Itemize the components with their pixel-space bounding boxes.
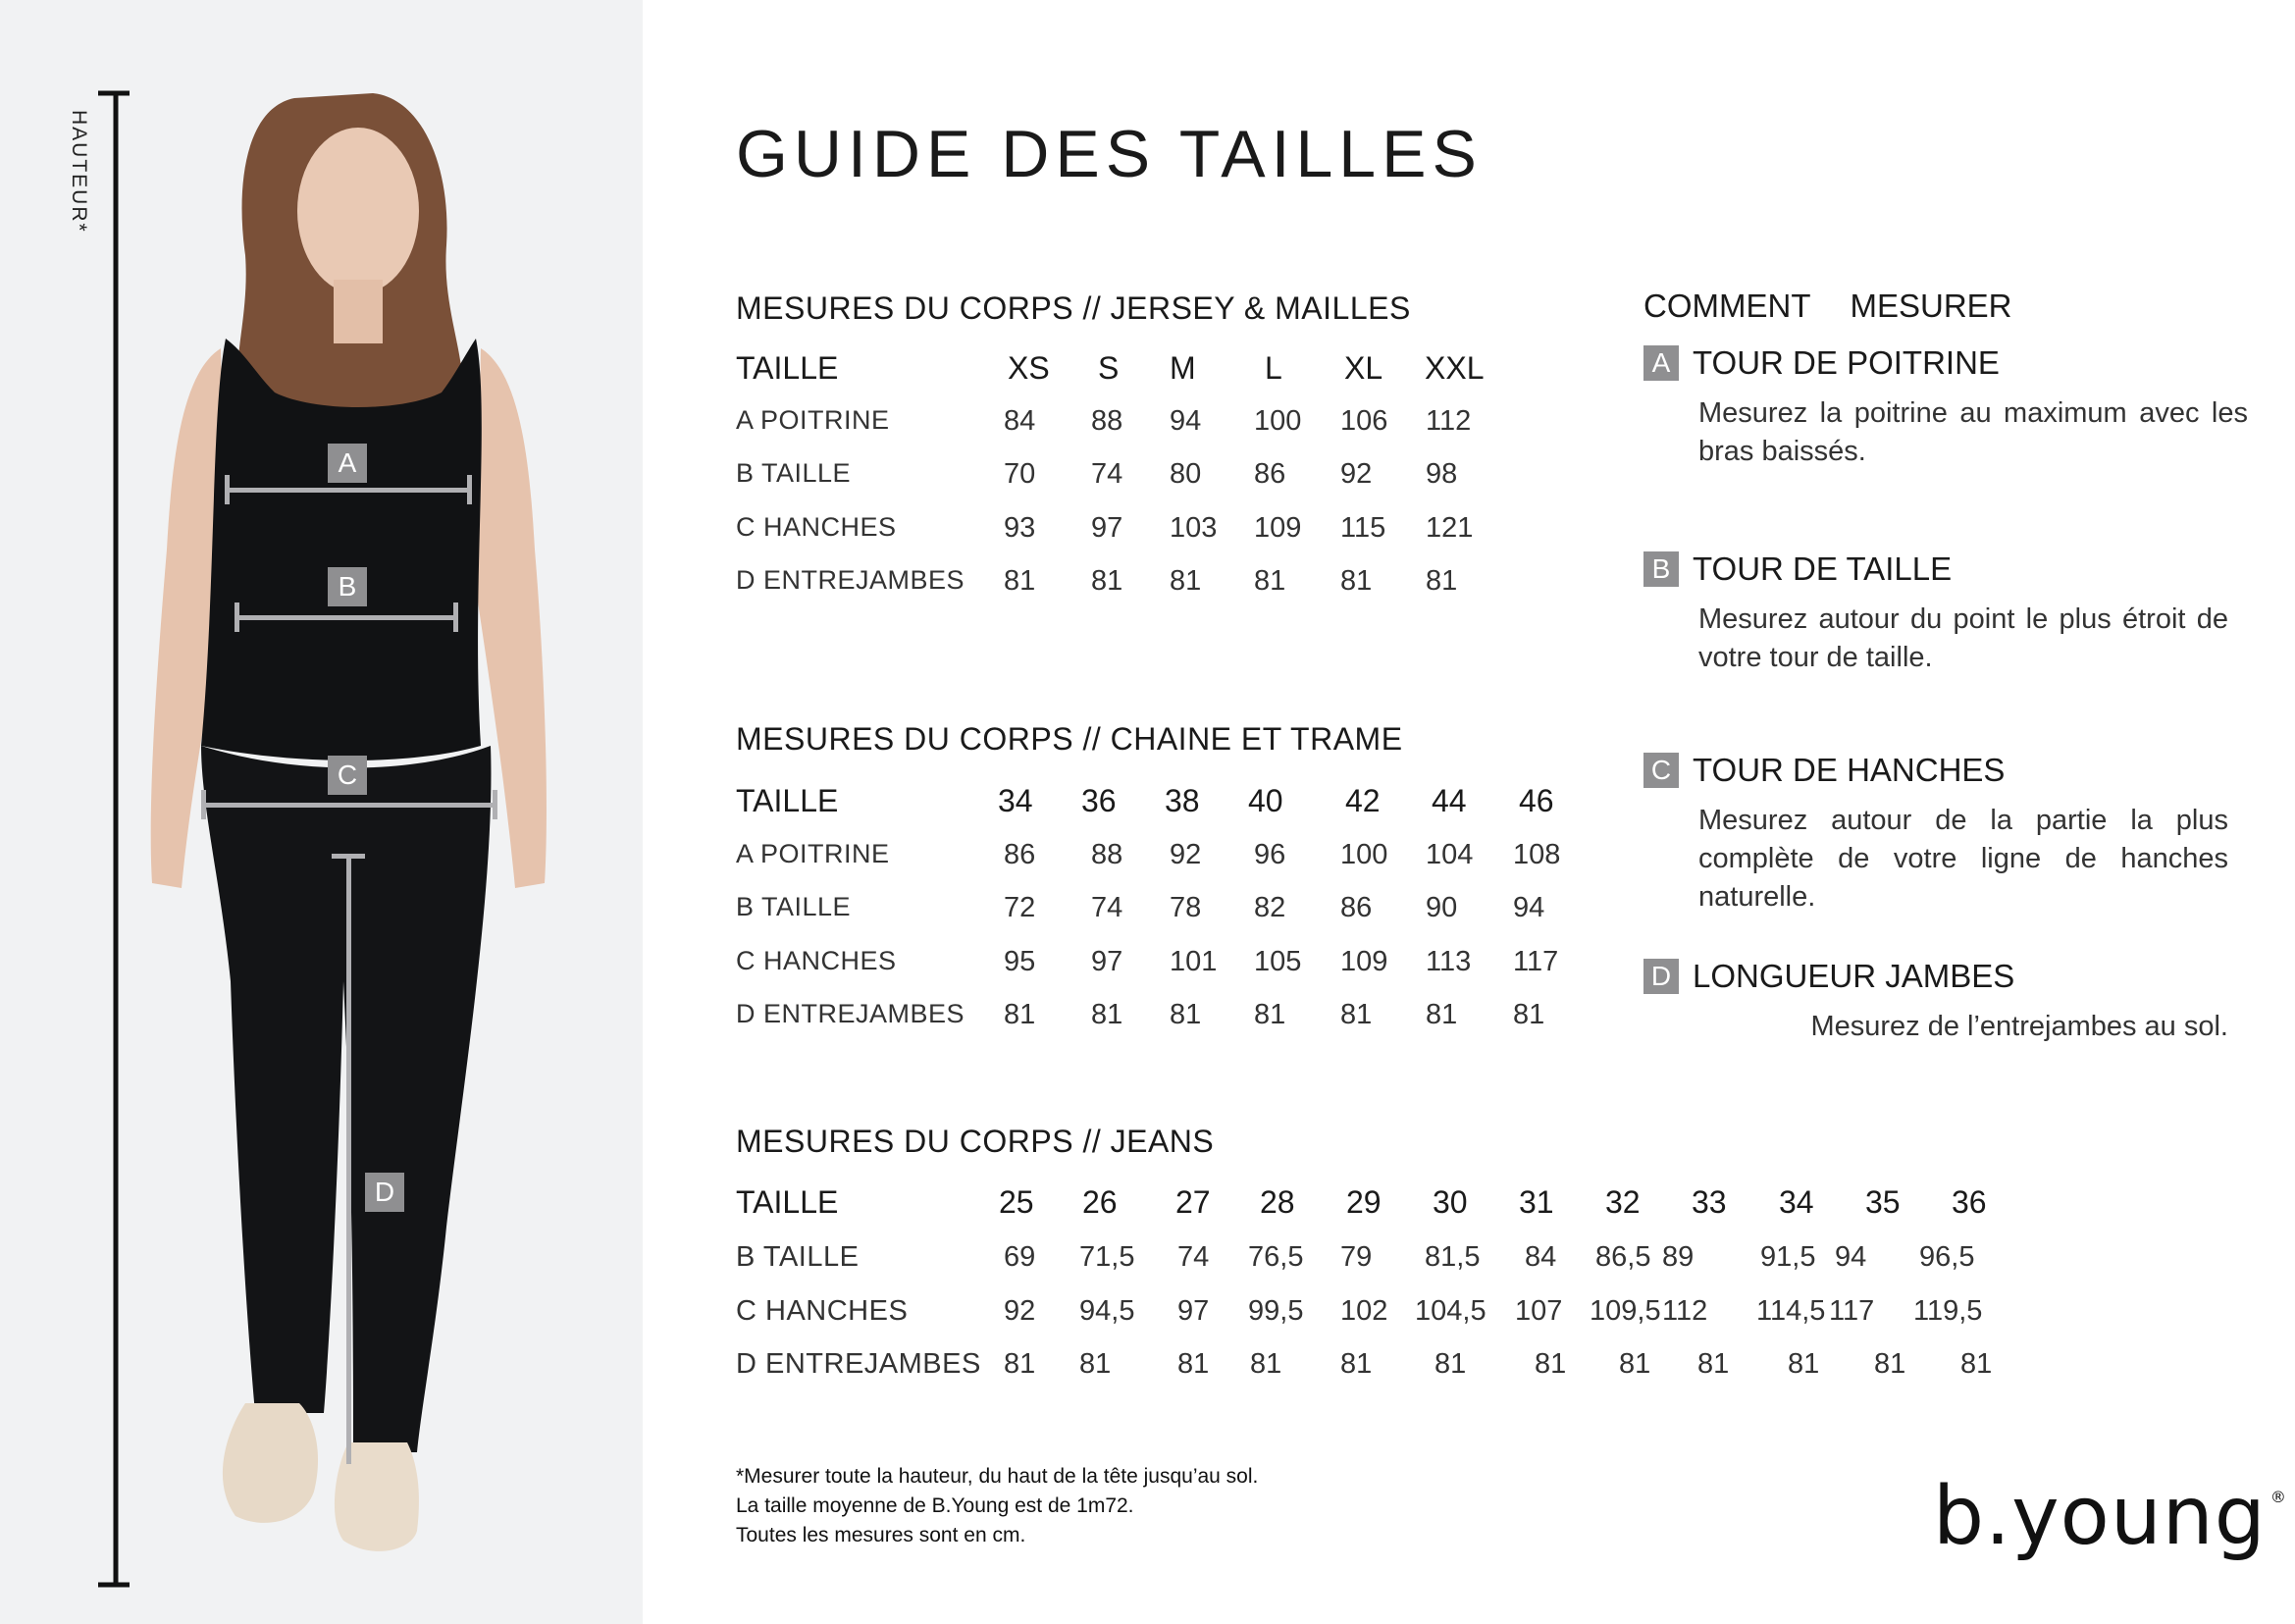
cell: 89 <box>1662 1241 1695 1273</box>
cell: 81 <box>1426 999 1458 1030</box>
cell: 98 <box>1426 458 1458 490</box>
header-cell: 33 <box>1692 1184 1727 1220</box>
header-cell: 38 <box>1165 783 1200 818</box>
header-cell: 29 <box>1346 1184 1382 1220</box>
cell: 92 <box>1340 458 1373 490</box>
cell: 96,5 <box>1919 1241 1975 1273</box>
row-label: C HANCHES <box>736 512 897 542</box>
cell: 81 <box>1340 1348 1373 1380</box>
cell: 81 <box>1434 1348 1467 1380</box>
cell: 86 <box>1340 892 1373 923</box>
header-cell: 32 <box>1605 1184 1641 1220</box>
cell: 81 <box>1004 565 1036 597</box>
cell: 81 <box>1788 1348 1820 1380</box>
cell: 109 <box>1254 512 1302 544</box>
cell: 74 <box>1091 892 1123 923</box>
row-label: C HANCHES <box>736 946 897 975</box>
bust-measure-line <box>226 488 471 493</box>
cell: 108 <box>1513 839 1561 870</box>
cell: 70 <box>1004 458 1036 490</box>
how-item-text: Mesurez de l’entrejambes au sol. <box>1810 1011 2228 1042</box>
cell: 101 <box>1170 946 1218 977</box>
header-cell: 34 <box>1779 1184 1814 1220</box>
cell: 115 <box>1340 512 1386 544</box>
badge-c: C <box>1643 753 1679 788</box>
header-cell: 28 <box>1260 1184 1295 1220</box>
row-label: B TAILLE <box>736 458 852 488</box>
cell: 92 <box>1004 1295 1036 1327</box>
cell: 84 <box>1525 1241 1557 1273</box>
header-cell: 34 <box>998 783 1033 818</box>
cell: 117 <box>1513 946 1559 977</box>
header-cell: TAILLE <box>736 350 839 386</box>
cell: 81 <box>1004 999 1036 1030</box>
how-item-bust <box>1643 343 2248 471</box>
bust-tick-left <box>225 475 230 504</box>
how-item-heading: LONGUEUR JAMBES <box>1693 958 2015 994</box>
cell: 74 <box>1177 1241 1210 1273</box>
registered-mark: ® <box>2269 1488 2287 1506</box>
footnote <box>736 1462 1258 1550</box>
row-label: B TAILLE <box>736 892 852 921</box>
brand-logo <box>1933 1470 2287 1563</box>
cell: 81 <box>1340 565 1373 597</box>
header-cell: 26 <box>1082 1184 1118 1220</box>
how-to-measure-title <box>1643 288 2012 325</box>
cell: 99,5 <box>1248 1295 1304 1327</box>
hips-tick-right <box>493 790 497 819</box>
cell: 81 <box>1619 1348 1651 1380</box>
cell: 103 <box>1170 512 1218 544</box>
cell: 100 <box>1254 405 1302 437</box>
how-item-text: Mesurez la poitrine au maximum avec les bras baissés. <box>1698 397 2248 467</box>
bust-tick-right <box>467 475 472 504</box>
header-cell: 42 <box>1345 783 1381 818</box>
cell: 86,5 <box>1595 1241 1651 1273</box>
row-label: C HANCHES <box>736 1295 909 1327</box>
cell: 86 <box>1254 458 1286 490</box>
how-item-hips <box>1643 751 2232 917</box>
cell: 91,5 <box>1760 1241 1816 1273</box>
waist-tick-left <box>235 602 239 632</box>
footnote-line: La taille moyenne de B.Young est de 1m72. <box>736 1494 1134 1517</box>
footnote-line: *Mesurer toute la hauteur, du haut de la tête jusqu’au sol. <box>736 1465 1259 1488</box>
model-photo <box>0 0 643 1624</box>
marker-b: B <box>328 567 367 606</box>
cell: 71,5 <box>1079 1241 1135 1273</box>
cell: 84 <box>1004 405 1036 437</box>
how-item-waist <box>1643 550 2232 677</box>
cell: 81 <box>1170 565 1202 597</box>
cell: 106 <box>1340 405 1388 437</box>
cell: 114,5 <box>1756 1295 1826 1327</box>
cell: 81 <box>1004 1348 1036 1380</box>
cell: 104,5 <box>1415 1295 1487 1327</box>
cell: 94 <box>1513 892 1545 923</box>
how-title-part-1: COMMENT <box>1643 288 1811 324</box>
hips-measure-line <box>202 803 496 808</box>
cell: 81 <box>1874 1348 1906 1380</box>
cell: 81 <box>1426 565 1458 597</box>
hips-tick-left <box>201 790 206 819</box>
cell: 81 <box>1535 1348 1567 1380</box>
page-title: GUIDE DES TAILLES <box>736 117 1483 191</box>
badge-a: A <box>1643 345 1679 381</box>
cell: 88 <box>1091 839 1123 870</box>
header-cell: 40 <box>1248 783 1283 818</box>
cell: 90 <box>1426 892 1458 923</box>
marker-a: A <box>328 444 367 483</box>
marker-d: D <box>365 1173 404 1212</box>
cell: 86 <box>1004 839 1036 870</box>
cell: 72 <box>1004 892 1036 923</box>
cell: 112 <box>1426 405 1472 437</box>
cell: 81 <box>1513 999 1545 1030</box>
cell: 81 <box>1254 999 1286 1030</box>
header-cell: XXL <box>1425 350 1485 386</box>
header-cell: 36 <box>1952 1184 1987 1220</box>
cell: 81 <box>1697 1348 1730 1380</box>
model-figure-illustration <box>0 0 643 1624</box>
cell: 79 <box>1340 1241 1373 1273</box>
cell: 69 <box>1004 1241 1036 1273</box>
badge-b: B <box>1643 551 1679 587</box>
marker-c: C <box>328 756 367 795</box>
cell: 81 <box>1960 1348 1993 1380</box>
header-cell: TAILLE <box>736 783 839 818</box>
cell: 100 <box>1340 839 1388 870</box>
row-label: D ENTREJAMBES <box>736 999 965 1028</box>
row-label: A POITRINE <box>736 839 890 868</box>
cell: 109 <box>1340 946 1388 977</box>
cell: 94 <box>1170 405 1202 437</box>
badge-d: D <box>1643 959 1679 994</box>
header-cell: 27 <box>1175 1184 1211 1220</box>
cell: 97 <box>1177 1295 1210 1327</box>
height-label: HAUTEUR* <box>68 110 90 234</box>
cell: 82 <box>1254 892 1286 923</box>
chaine-section-title: MESURES DU CORPS // CHAINE ET TRAME <box>736 721 1403 757</box>
cell: 81 <box>1091 565 1123 597</box>
cell: 96 <box>1254 839 1286 870</box>
cell: 104 <box>1426 839 1474 870</box>
how-item-heading: TOUR DE POITRINE <box>1693 344 2000 381</box>
header-cell: 30 <box>1433 1184 1468 1220</box>
row-label: B TAILLE <box>736 1241 860 1273</box>
cell: 81 <box>1091 999 1123 1030</box>
cell: 105 <box>1254 946 1302 977</box>
header-cell: XL <box>1344 350 1383 386</box>
inseam-measure-line <box>346 856 351 1464</box>
header-cell: L <box>1265 350 1282 386</box>
cell: 117 <box>1829 1295 1875 1327</box>
cell: 94 <box>1835 1241 1867 1273</box>
cell: 113 <box>1426 946 1472 977</box>
how-item-heading: TOUR DE TAILLE <box>1693 550 1953 587</box>
waist-measure-line <box>235 615 457 620</box>
cell: 76,5 <box>1248 1241 1304 1273</box>
cell: 81 <box>1250 1348 1282 1380</box>
inseam-tick-top <box>332 854 365 859</box>
cell: 95 <box>1004 946 1036 977</box>
header-cell: XS <box>1008 350 1050 386</box>
cell: 107 <box>1515 1295 1563 1327</box>
cell: 80 <box>1170 458 1202 490</box>
cell: 88 <box>1091 405 1123 437</box>
cell: 81 <box>1340 999 1373 1030</box>
header-cell: S <box>1098 350 1120 386</box>
row-label: D ENTREJAMBES <box>736 1348 981 1380</box>
header-cell: 46 <box>1519 783 1554 818</box>
cell: 93 <box>1004 512 1036 544</box>
cell: 119,5 <box>1913 1295 1983 1327</box>
how-title-part-2: MESURER <box>1850 288 2012 324</box>
how-item-text: Mesurez autour du point le plus étroit de votre tour de taille. <box>1698 603 2228 673</box>
waist-tick-right <box>453 602 458 632</box>
cell: 78 <box>1170 892 1202 923</box>
how-item-heading: TOUR DE HANCHES <box>1693 752 2006 788</box>
header-cell: 25 <box>999 1184 1034 1220</box>
cell: 109,5 <box>1590 1295 1661 1327</box>
cell: 97 <box>1091 946 1123 977</box>
cell: 121 <box>1426 512 1474 544</box>
cell: 102 <box>1340 1295 1388 1327</box>
row-label: D ENTREJAMBES <box>736 565 965 595</box>
cell: 94,5 <box>1079 1295 1135 1327</box>
how-item-text: Mesurez autour de la partie la plus complète de votre ligne de hanches naturelle. <box>1698 805 2228 913</box>
header-cell: 35 <box>1865 1184 1901 1220</box>
cell: 81 <box>1170 999 1202 1030</box>
jeans-section-title: MESURES DU CORPS // JEANS <box>736 1124 1215 1159</box>
cell: 81 <box>1177 1348 1210 1380</box>
header-cell: M <box>1170 350 1196 386</box>
cell: 81 <box>1079 1348 1112 1380</box>
how-item-leg-length <box>1643 957 2232 1046</box>
cell: 74 <box>1091 458 1123 490</box>
cell: 92 <box>1170 839 1202 870</box>
cell: 81,5 <box>1425 1241 1481 1273</box>
header-cell: TAILLE <box>736 1184 839 1220</box>
jersey-section-title: MESURES DU CORPS // JERSEY & MAILLES <box>736 290 1411 326</box>
brand-logo-text: b.young <box>1933 1470 2267 1563</box>
cell: 97 <box>1091 512 1123 544</box>
header-cell: 31 <box>1519 1184 1554 1220</box>
header-cell: 36 <box>1081 783 1117 818</box>
footnote-line: Toutes les mesures sont en cm. <box>736 1524 1026 1546</box>
row-label: A POITRINE <box>736 405 890 435</box>
cell: 81 <box>1254 565 1286 597</box>
cell: 112 <box>1662 1295 1708 1327</box>
header-cell: 44 <box>1432 783 1467 818</box>
